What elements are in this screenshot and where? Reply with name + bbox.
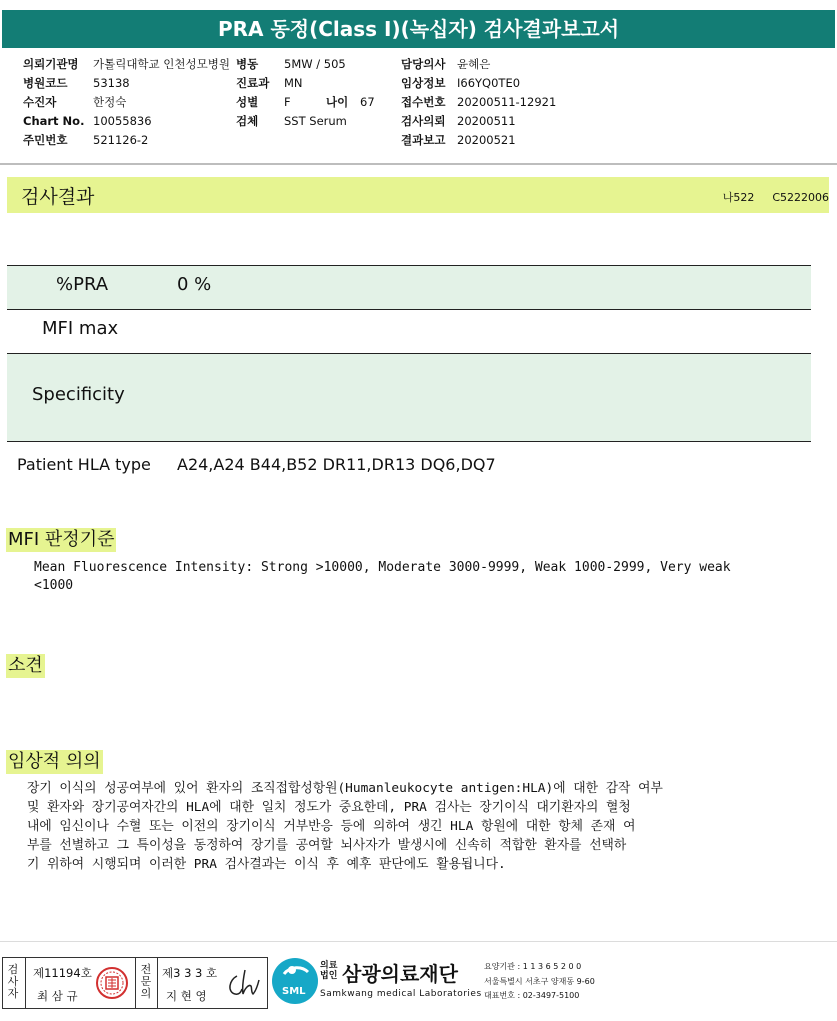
receipt-no-label: 접수번호 [401,95,446,109]
hospital-code-label: 병원코드 [23,76,68,90]
mfi-criteria-line-1: Mean Fluorescence Intensity: Strong >10000, Moderate 3000-9999, Weak 1000-2999, Very weak [34,560,731,575]
doctor-label: 담당의사 [401,57,446,71]
box-separator [25,958,26,1008]
box-separator [135,958,136,1008]
inspector-license-no: 제11194호 [33,966,92,980]
org-code: 요양기관 : 1 1 3 6 5 2 0 0 [484,962,582,971]
org-phone: 대표번호 : 02-3497-5100 [484,991,580,1000]
org-type: 의료법인 [320,961,338,981]
specimen-label: 검체 [236,114,259,128]
specimen-value: SST Serum [284,114,347,128]
specificity-label: Specificity [32,384,125,405]
specificity-row-bg [7,353,811,441]
mfi-max-label: MFI max [42,318,119,339]
box-separator [157,958,158,1008]
table-line [7,265,811,266]
chart-no-value: 10055836 [93,114,152,128]
department-value: MN [284,76,303,90]
org-name-en: Samkwang medical Laboratories [320,989,482,999]
clinical-line-5: 기 위하여 시행되며 이러한 PRA 검사결과는 이식 후 예후 판단에도 활용됩니다. [27,857,506,872]
report-title: PRA 동정(Class I)(녹십자) 검사결과보고서 [2,10,835,48]
verifier-name: 지 현 영 [166,989,207,1003]
clinical-text [27,779,663,874]
chart-no-label: Chart No. [23,114,85,128]
pra-row-bg [7,265,811,309]
opinion-heading: 소견 [8,655,43,676]
clinical-line-4: 부를 선별하고 그 특이성을 동정하여 장기를 공여할 뇌사자가 발생시에 신속히 적합한 환자를 선택하 [27,838,627,853]
header-divider [0,163,837,165]
hospital-code-value: 53138 [93,76,130,90]
sml-logo-icon [272,958,318,1004]
info-column-3 [401,55,556,150]
receipt-no-value: 20200511-12921 [457,95,557,109]
info-column-2 [236,55,375,131]
table-line [7,309,811,310]
mfi-criteria-heading: MFI 판정기준 [8,529,115,550]
clinical-line-3: 내에 임신이나 수혈 또는 이전의 장기이식 거부반응 등에 의하여 생긴 HLA 항원에 대한 항체 존재 여 [27,819,636,834]
resident-no-value: 521126-2 [93,133,149,147]
patient-name-label: 수진자 [23,95,57,109]
result-section-title: 검사결과 [21,186,95,208]
sex-value: F [284,95,291,109]
patient-hla-label: Patient HLA type [17,455,151,474]
ward-label: 병동 [236,57,259,71]
sex-label: 성별 [236,95,259,109]
table-line [7,441,811,442]
report-date-label: 결과보고 [401,133,446,147]
seal-stamp-icon [95,966,129,1000]
hospital-label: 의뢰기관명 [23,57,79,71]
patient-hla-row [17,455,496,474]
info-column-1 [23,55,230,150]
pra-value: 0 % [177,274,212,295]
clinical-heading: 임상적 의의 [8,751,101,772]
inspector-name: 최 삼 규 [37,989,78,1003]
hospital-value: 가톨릭대학교 인천성모병원 [93,57,230,71]
doctor-value: 윤혜은 [457,57,491,71]
verifier-label-text: 전문의 [140,963,152,1000]
clinical-line-1: 장기 이식의 성공여부에 있어 환자의 조직접합성항원(Humanleukocyte antigen:HLA)에 대한 감작 여부 [27,781,663,796]
clinical-line-2: 및 환자와 장기공여자간의 HLA에 대한 일치 정도가 중요한데, PRA 검사는 장기이식 대기환자의 혈청 [27,800,631,815]
ward-value: 5MW / 505 [284,57,346,71]
logo-text: SML [282,986,306,997]
org-address: 서울특별시 서초구 양재동 9-60 [484,977,595,986]
logo-swoosh-icon [272,958,318,1004]
signature-box [2,957,268,1009]
result-code-2: C5222006 [772,191,829,204]
signature-icon [225,966,265,1000]
verifier-license-no: 제3 3 3 호 [162,966,218,980]
age-value: 67 [360,95,375,109]
footer-divider [0,941,837,942]
pra-label: %PRA [56,274,109,295]
mfi-criteria-line-2: <1000 [34,578,74,593]
inspector-label-text: 검사자 [7,963,19,1000]
clinical-info-label: 임상정보 [401,76,446,90]
result-section-bar [7,177,829,213]
table-line [7,353,811,354]
resident-no-label: 주민번호 [23,133,68,147]
result-code-1: 나522 [722,191,755,204]
org-name: 삼광의료재단 [342,962,458,986]
department-label: 진료과 [236,76,270,90]
patient-name-value: 한정숙 [93,95,127,109]
request-date-label: 검사의뢰 [401,114,446,128]
clinical-info-value: I66YQ0TE0 [457,76,521,90]
mfi-criteria-text [34,559,731,595]
verifier-label [137,964,155,1000]
age-label: 나이 [326,95,349,109]
patient-hla-value: A24,A24 B44,B52 DR11,DR13 DQ6,DQ7 [177,455,496,474]
request-date-value: 20200511 [457,114,516,128]
report-date-value: 20200521 [457,133,516,147]
result-section-codes [723,189,829,205]
inspector-label [4,964,22,1000]
